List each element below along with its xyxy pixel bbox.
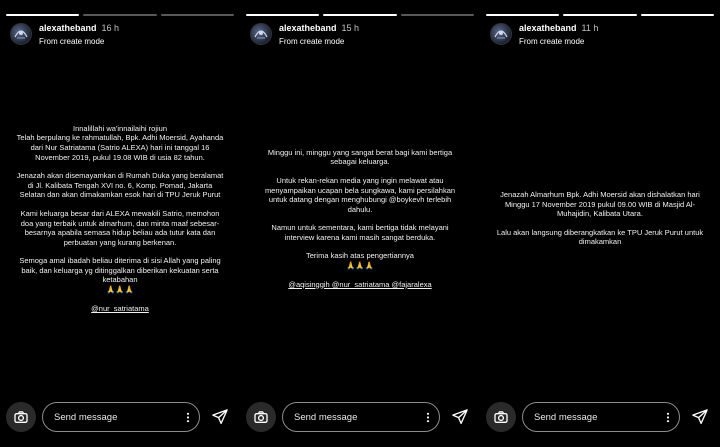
post-time: 16 h [101,23,120,33]
story-header[interactable] [10,22,230,46]
reply-bar [246,401,474,433]
post-time: 15 h [341,23,360,33]
story-text [256,50,464,387]
progress-segment [6,14,79,16]
story-progress-bar [246,14,474,16]
username[interactable]: alexatheband [39,23,97,33]
camera-icon[interactable] [6,402,36,432]
story-paragraph: Jenazah akan disemayamkan di Rumah Duka yang beralamat di Jl. Kalibata Tengah XVI no. 6, Komp. Pomad, Jakarta Selatan dan akan dimakamkan esok hari di TPU Jeruk Purut [16,171,224,200]
story-header[interactable] [490,22,710,46]
post-time: 11 h [581,23,599,33]
username[interactable]: alexatheband [519,23,577,33]
progress-segment [161,14,234,16]
avatar[interactable] [10,23,32,45]
progress-segment [401,14,474,16]
send-message-input[interactable] [522,402,680,432]
send-icon[interactable] [446,403,474,431]
send-message-input[interactable] [42,402,200,432]
send-message-placeholder: Send message [294,411,358,423]
progress-segment [323,14,396,16]
reply-bar [486,401,714,433]
story-panel[interactable] [480,0,720,447]
camera-icon[interactable] [486,402,516,432]
story-paragraph: Untuk rekan-rekan media yang ingin melawat atau menyampaikan ucapan bela sungkawa, kami persilahkan untuk datang dengan menghubungi @boykevh terlebih dahulu. [264,175,456,214]
send-message-placeholder: Send message [534,411,598,423]
story-text [496,50,704,387]
story-paragraph: Namun untuk sementara, kami bertiga tidak melayani interview karena kami masih sangat berduka. [271,223,449,242]
more-vertical-icon[interactable] [183,410,193,424]
send-icon[interactable] [206,403,234,431]
story-paragraph: Innalillahi wa'innailaihi rojiun Telah berpulang ke rahmatullah, Bpk. Adhi Moersid, Ayahanda dari Nur Satriatama (Satrio ALEXA) hari ini tanggal 16 November 2019, pukul 19.08 WIB di usia 82 tahun. [16,123,224,162]
story-mentions[interactable]: @aqisinggih @nur_satriatama @fajaralexa [288,279,432,289]
camera-icon[interactable] [246,402,276,432]
story-subtitle: From create mode [39,37,105,46]
story-progress-bar [486,14,714,16]
story-paragraph: Semoga amal ibadah beliau diterima di sisi Allah yang paling baik, dan keluarga yg ditinggalkan diberikan kekuatan serta ketabahan 🙏🙏🙏 [19,256,221,295]
progress-segment [83,14,156,16]
avatar[interactable] [490,23,512,45]
progress-segment [641,14,714,16]
story-panel[interactable] [240,0,480,447]
story-panel[interactable] [0,0,240,447]
reply-bar [6,401,234,433]
progress-segment [563,14,636,16]
story-progress-bar [6,14,234,16]
story-paragraph: Terima kasih atas pengertiannya 🙏🙏🙏 [306,251,414,271]
send-message-placeholder: Send message [54,411,118,423]
more-vertical-icon[interactable] [423,410,433,424]
story-subtitle: From create mode [279,37,345,46]
story-paragraph: Minggu ini, minggu yang sangat berat bagi kami bertiga sebagai keluarga. [267,147,453,167]
story-text [16,50,224,387]
username[interactable]: alexatheband [279,23,337,33]
progress-segment [486,14,559,16]
progress-segment [246,14,319,16]
story-paragraph: Lalu akan langsung diberangkatkan ke TPU Jeruk Purut untuk dimakamkan [496,227,704,247]
story-header[interactable] [250,22,470,46]
send-message-input[interactable] [282,402,440,432]
avatar[interactable] [250,23,272,45]
more-vertical-icon[interactable] [663,410,673,424]
story-subtitle: From create mode [519,37,585,46]
story-paragraph: Kami keluarga besar dari ALEXA mewakili Satrio, memohon doa yang terbaik untuk almarhum, dan minta maaf sebesar-besarnya apabila semasa hidup beliau ada tutur kata dan perbuatan yang kurang berkenan. [20,208,220,247]
send-icon[interactable] [686,403,714,431]
story-paragraph: Jenazah Almarhum Bpk. Adhi Moersid akan dishalatkan hari Minggu 17 November 2019 pukul 09.00 WIB di Masjid Al-Muhajidin, Kalibata Utara. [500,190,700,219]
story-mentions[interactable]: @nur_satriatama [91,303,149,313]
